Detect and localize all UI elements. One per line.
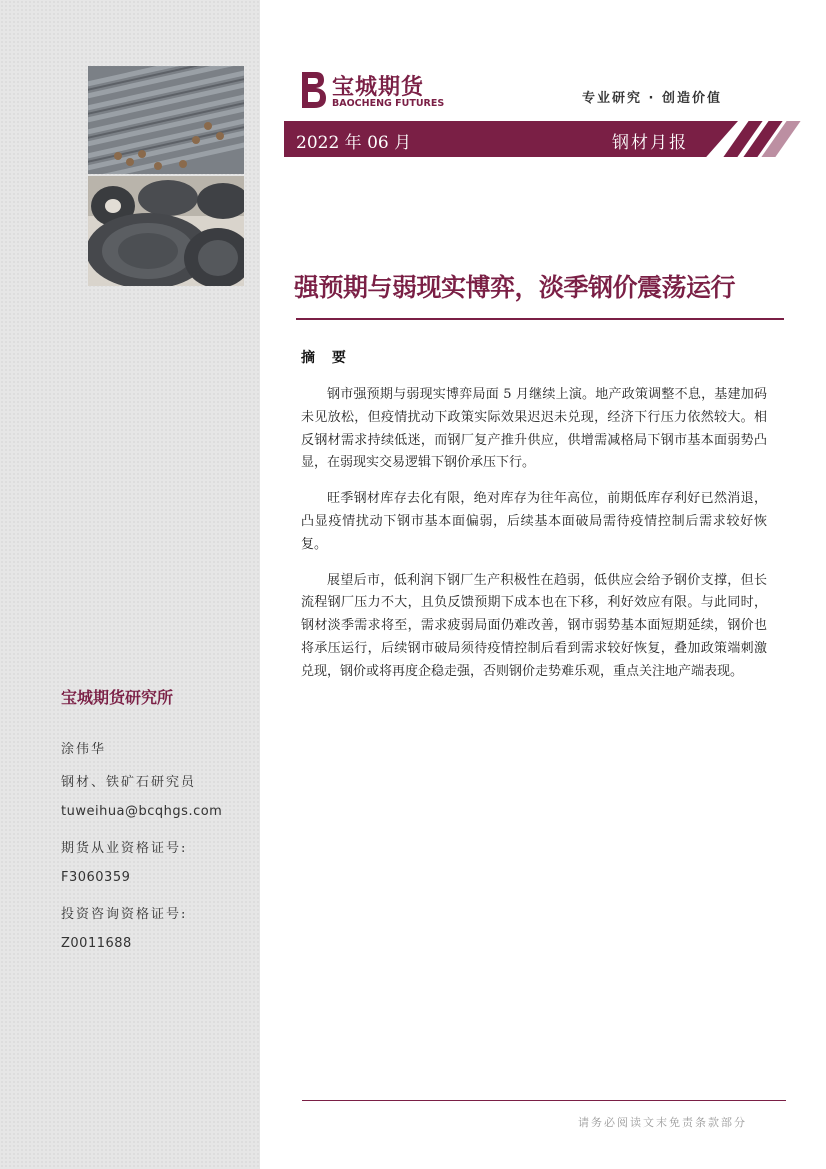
logo-text-en: BAOCHENG FUTURES	[332, 98, 445, 109]
author-role: 钢材、铁矿石研究员	[61, 775, 197, 790]
report-banner	[284, 121, 784, 157]
author-email[interactable]: tuweihua@bcqhgs.com	[61, 804, 223, 819]
steel-coil-image	[88, 176, 244, 286]
sidebar	[0, 0, 260, 1169]
rebar-photo	[88, 66, 244, 174]
consulting-license-label: 投资咨询资格证号:	[61, 907, 188, 922]
logo-text-cn: 宝城期货	[332, 75, 425, 100]
rebar-image	[88, 66, 244, 174]
institute-name: 宝城期货研究所	[61, 688, 174, 707]
abstract-body	[301, 384, 767, 697]
abstract-paragraph: 钢市强预期与弱现实博弈局面 5 月继续上演。地产政策调整不息，基建加码未见放松，但疫情扰动下政策实际效果迟迟未兑现，经济下行压力依然较大。相反钢材需求持续低迷，而钢厂复产推升供应，供增需减格局下钢市基本面弱势凸显，在弱现实交易逻辑下钢价承压下行。	[301, 387, 767, 471]
futures-license-label: 期货从业资格证号:	[61, 841, 188, 856]
report-date: 2022 年 06 月	[296, 133, 412, 153]
baocheng-logo-icon	[298, 70, 328, 110]
futures-license-number: F3060359	[61, 870, 131, 885]
abstract-heading: 摘 要	[301, 350, 352, 366]
report-title: 强预期与弱现实博弈，淡季钢价震荡运行	[294, 273, 736, 302]
footer-disclaimer: 请务必阅读文末免责条款部分	[578, 1116, 747, 1129]
abstract-paragraph: 展望后市，低利润下钢厂生产积极性在趋弱，低供应会给予钢价支撑，但长流程钢厂压力不大，且负反馈预期下成本也在下移，利好效应有限。与此同时，钢材淡季需求将至，需求疲弱局面仍难改善，钢市弱势基本面短期延续，钢价也将承压运行，后续钢市破局须待疫情控制后看到需求较好恢复，叠加政策端刺激兑现，钢价或将再度企稳走强，否则钢价走势难乐观，重点关注地产端表现。	[301, 572, 767, 679]
author-name: 涂伟华	[61, 742, 107, 757]
footer-divider	[302, 1100, 786, 1101]
report-type: 钢材月报	[612, 133, 688, 153]
brand-logo	[298, 70, 445, 114]
steel-coil-photo	[88, 176, 244, 286]
abstract-paragraph: 旺季钢材库存去化有限，绝对库存为往年高位，前期低库存利好已然消退，凸显疫情扰动下钢市基本面偏弱，后续基本面破局需待疫情控制后需求较好恢复。	[301, 491, 767, 552]
slogan: 专业研究 · 创造价值	[582, 91, 722, 106]
title-divider	[296, 318, 784, 320]
consulting-license-number: Z0011688	[61, 936, 132, 951]
